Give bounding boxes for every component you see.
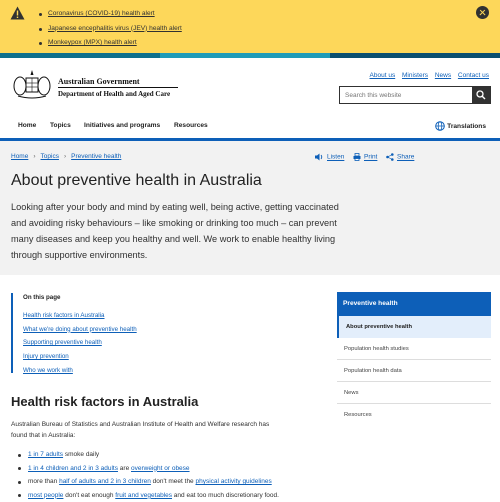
list-item — [18, 448, 279, 462]
nav-resources[interactable]: Resources — [174, 122, 208, 129]
list-text: more than — [28, 478, 60, 486]
search-icon — [476, 90, 486, 100]
alert-item — [37, 7, 182, 22]
risk-factor-list — [18, 448, 279, 502]
alert-link-mpx[interactable]: Monkeypox (MPX) health alert — [48, 39, 137, 46]
list-text: and eat too much discretionary food. — [172, 491, 279, 499]
translations-label: Translations — [447, 122, 486, 130]
search-input[interactable] — [340, 87, 472, 103]
on-this-page — [11, 293, 169, 373]
list-item — [23, 364, 169, 378]
breadcrumb-home[interactable]: Home — [11, 153, 29, 160]
decorative-stripe — [0, 53, 500, 58]
breadcrumb-topics[interactable]: Topics — [40, 153, 59, 160]
translations-button[interactable] — [435, 121, 486, 131]
listen-button[interactable] — [315, 153, 344, 161]
topic-link[interactable]: overweight or obese — [131, 464, 190, 472]
anchor-link[interactable]: What we're doing about preventive health — [23, 325, 137, 333]
utility-links — [365, 72, 489, 79]
dept-name: Department of Health and Aged Care — [58, 90, 171, 98]
about-us-link[interactable]: About us — [369, 72, 396, 79]
anchor-link[interactable]: Injury prevention — [23, 353, 69, 361]
section-heading: Health risk factors in Australia — [11, 394, 199, 409]
list-text: don't meet the — [150, 478, 196, 486]
share-label: Share — [397, 153, 415, 161]
list-item — [23, 336, 169, 350]
lead-paragraph: Looking after your body and mind by eating well, being active, getting vaccinated and avoiding risky behaviours – like smoking or drinking too much – can prevent many diseases and keep you healthy and well. We work to enable healthy living through supportive environments. — [11, 202, 339, 260]
alert-list — [37, 7, 182, 51]
nav-home[interactable]: Home — [18, 122, 37, 129]
alert-banner — [0, 0, 500, 53]
alert-link-jev[interactable]: Japanese encephalitis virus (JEV) health alert — [48, 24, 182, 32]
chevron-right-icon: › — [33, 153, 36, 160]
sidebar-item-population-data[interactable]: Population health data — [337, 360, 491, 382]
stat-link[interactable]: most people — [28, 491, 64, 499]
anchor-link[interactable]: Who we work with — [23, 366, 73, 374]
news-link[interactable]: News — [434, 72, 452, 79]
list-item — [23, 309, 169, 323]
anchor-link[interactable]: Supporting preventive health — [23, 339, 102, 347]
close-icon[interactable] — [476, 6, 489, 19]
stat-link[interactable]: 1 in 7 adults — [28, 451, 64, 458]
sidebar-heading[interactable]: Preventive health — [337, 292, 491, 316]
print-button[interactable] — [353, 153, 377, 161]
sidebar-item-resources[interactable]: Resources — [344, 412, 372, 418]
list-text: are — [117, 464, 131, 472]
chevron-right-icon: › — [63, 153, 67, 160]
section-intro: Australian Bureau of Statistics and Australian Institute of Health and Welfare research has found that in Australia: — [11, 421, 270, 439]
share-button[interactable] — [386, 153, 414, 161]
alert-link-covid[interactable]: Coronavirus (COVID-19) health alert — [48, 10, 155, 17]
search-button[interactable] — [472, 87, 490, 103]
sidebar-item-about[interactable]: About preventive health — [337, 316, 491, 338]
breadcrumb-preventive-health[interactable]: Preventive health — [71, 153, 122, 160]
globe-icon — [435, 121, 445, 131]
sidebar-item-news[interactable]: News — [337, 382, 491, 404]
breadcrumb — [11, 153, 121, 160]
page-title: About preventive health in Australia — [11, 172, 262, 189]
list-item — [18, 462, 279, 476]
section-sidebar — [337, 292, 491, 426]
anchor-link[interactable]: Health risk factors in Australia — [23, 312, 105, 319]
contact-us-link[interactable]: Contact us — [457, 72, 489, 79]
coat-of-arms-logo — [12, 69, 52, 99]
divider — [58, 87, 178, 88]
stat-link[interactable]: 1 in 4 children and 2 in 3 adults — [28, 464, 118, 472]
list-text: smoke daily — [63, 451, 100, 458]
list-text: don't eat enough — [63, 491, 116, 499]
print-label: Print — [364, 153, 378, 161]
warning-icon — [10, 6, 25, 20]
nav-initiatives[interactable]: Initiatives and programs — [84, 122, 161, 129]
list-item — [23, 323, 169, 337]
list-item — [18, 475, 279, 489]
on-this-page-list — [23, 309, 169, 378]
list-item — [23, 350, 169, 364]
on-this-page-title: On this page — [23, 294, 61, 301]
alert-item — [37, 36, 182, 51]
speaker-icon — [315, 153, 324, 161]
gov-name: Australian Government — [58, 77, 140, 86]
sidebar-item-population-studies[interactable]: Population health studies — [337, 338, 491, 360]
stat-link[interactable]: half of adults and 2 in 3 children — [59, 478, 151, 486]
main-nav — [0, 117, 500, 138]
alert-item — [37, 22, 182, 37]
share-icon — [386, 153, 394, 161]
topic-link[interactable]: physical activity guidelines — [195, 478, 272, 486]
listen-label: Listen — [327, 153, 345, 161]
list-item — [18, 489, 279, 502]
topic-link[interactable]: fruit and vegetables — [115, 491, 172, 499]
printer-icon — [353, 153, 361, 161]
ministers-link[interactable]: Ministers — [402, 72, 429, 79]
nav-topics[interactable]: Topics — [50, 122, 71, 129]
search-box — [339, 86, 491, 104]
